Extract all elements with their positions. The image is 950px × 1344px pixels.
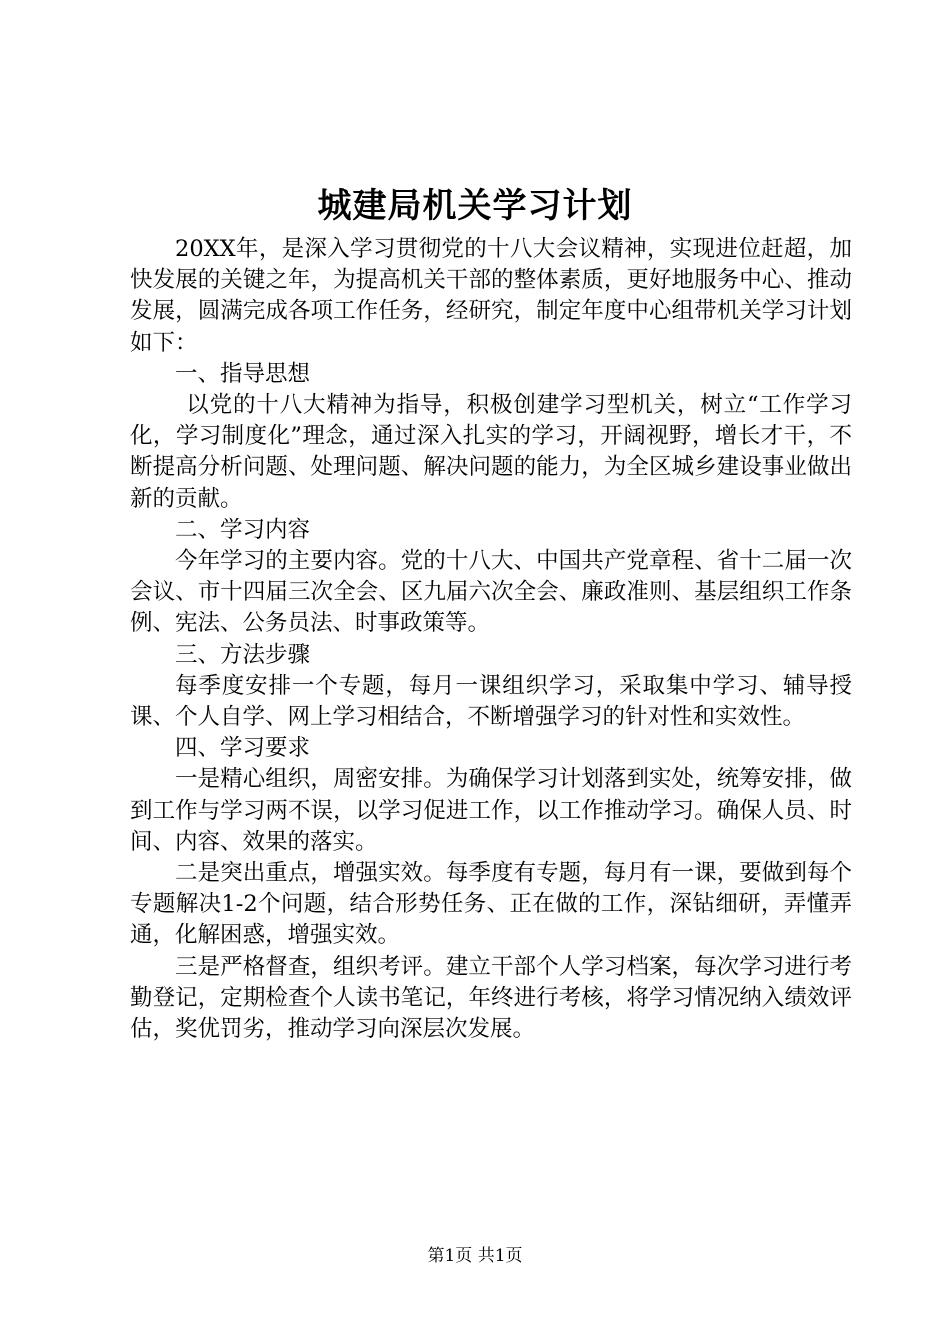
section-heading-methods: 三、方法步骤	[175, 641, 311, 668]
document-body	[130, 234, 852, 1045]
section-heading-guiding-thought: 一、指导思想	[175, 360, 311, 387]
section-paragraph: 一是精心组织，周密安排。为确保学习计划落到实处，统筹安排，做到工作与学习两不误，以学习促进工作，以工作推动学习。确保人员、时间、内容、效果的落实。	[130, 766, 852, 855]
page-footer: 第1页 共1页	[427, 1246, 523, 1266]
document-title: 城建局机关学习计划	[317, 186, 633, 226]
section-paragraph: 二是突出重点，增强实效。每季度有专题，每月有一课，要做到每个专题解决1-2个问题，结合形势任务、正在做的工作，深钻细研，弄懂弄通，化解困惑，增强实效。	[130, 860, 852, 949]
section-paragraph: 以党的十八大精神为指导，积极创建学习型机关，树立“工作学习化，学习制度化”理念，通过深入扎实的学习，开阔视野，增长才干，不断提高分析问题、处理问题、解决问题的能力，为全区城乡建设事业做出新的贡献。	[130, 392, 852, 512]
section-paragraph: 三是严格督查，组织考评。建立干部个人学习档案，每次学习进行考勤登记，定期检查个人读书笔记，年终进行考核，将学习情况纳入绩效评估，奖优罚劣，推动学习向深层次发展。	[130, 953, 852, 1043]
section-heading-study-content: 二、学习内容	[175, 516, 311, 543]
section-paragraph: 每季度安排一个专题，每月一课组织学习，采取集中学习、辅导授课、个人自学、网上学习相结合，不断增强学习的针对性和实效性。	[130, 672, 852, 731]
section-heading-requirements: 四、学习要求	[175, 735, 311, 762]
intro-paragraph: 20XX年，是深入学习贯彻党的十八大会议精神，实现进位赶超，加快发展的关键之年，为提高机关干部的整体素质，更好地服务中心、推动发展，圆满完成各项工作任务，经研究，制定年度中心组带机关学习计划如下：	[130, 236, 852, 356]
section-paragraph: 今年学习的主要内容。党的十八大、中国共产党章程、省十二届一次会议、市十四届三次全会、区九届六次全会、廉政准则、基层组织工作条例、宪法、公务员法、时事政策等。	[130, 548, 852, 637]
